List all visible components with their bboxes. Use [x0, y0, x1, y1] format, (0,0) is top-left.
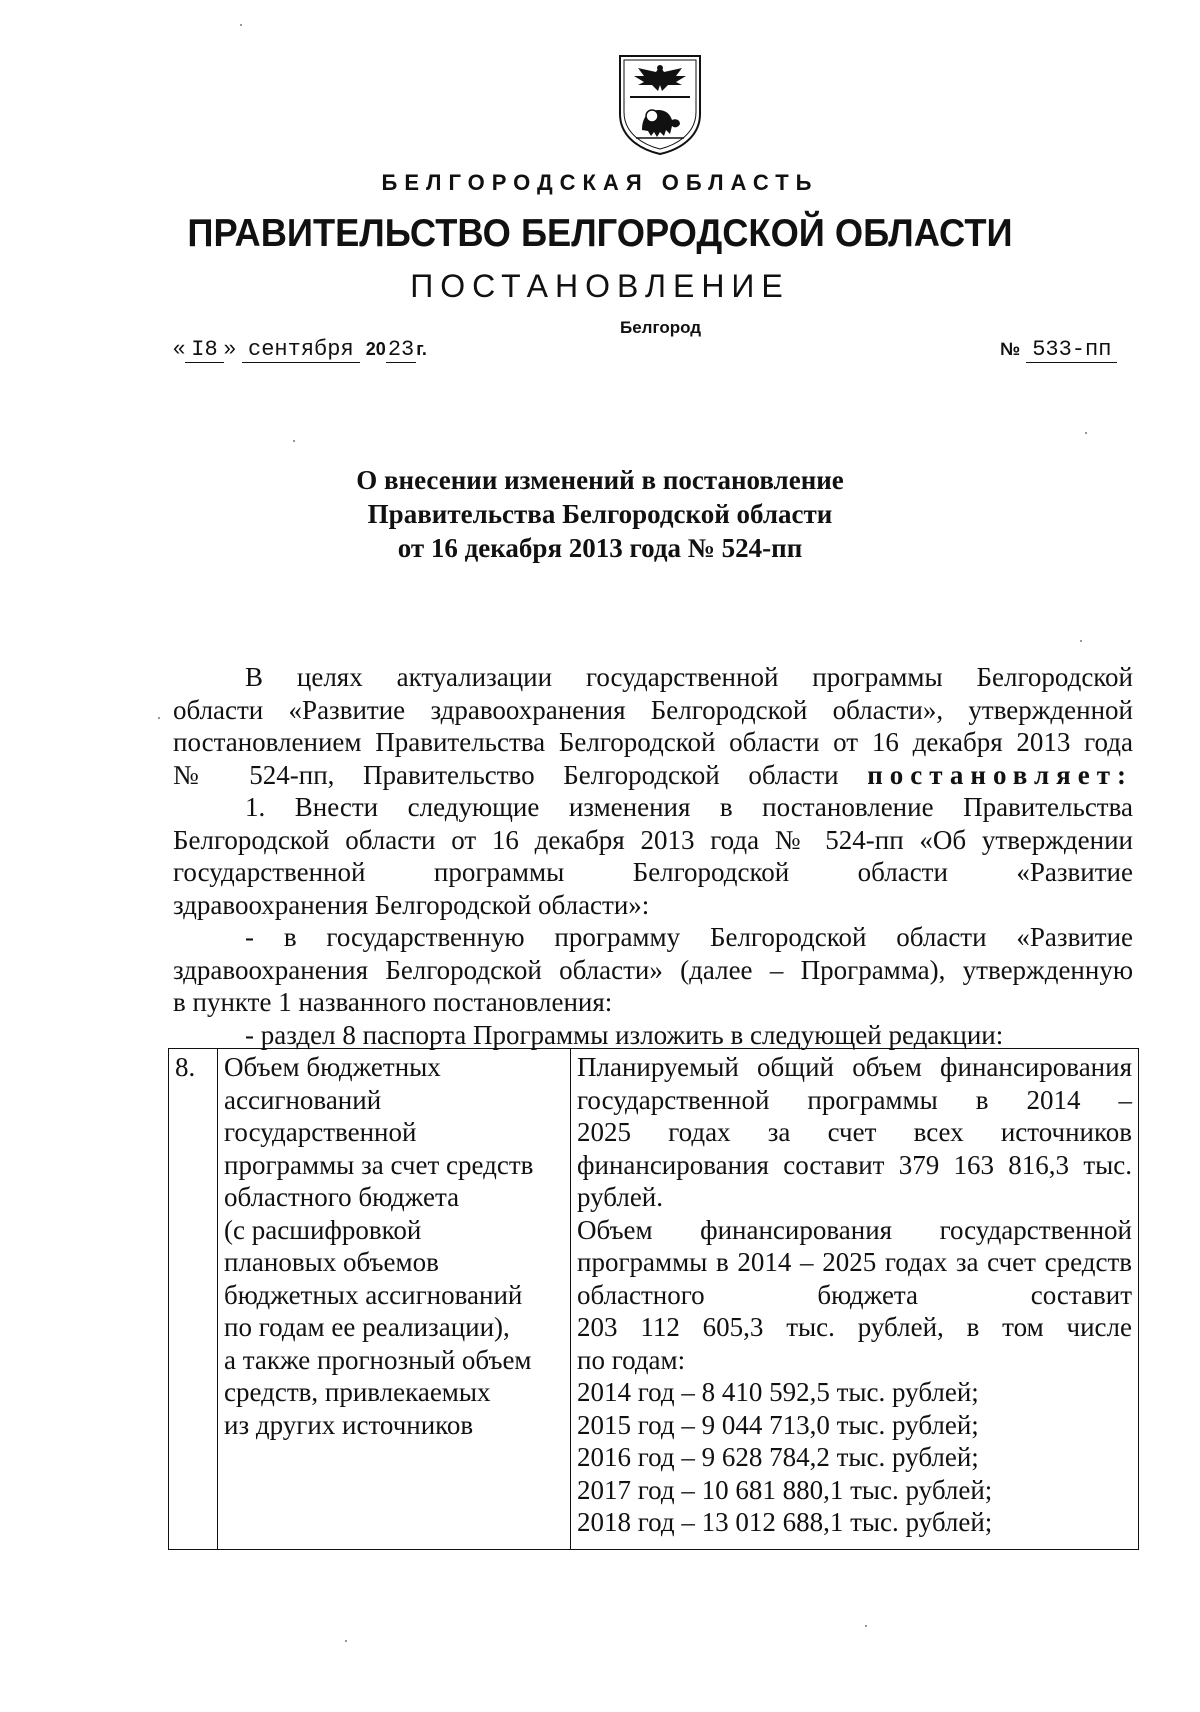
body-line: постановлением Правительства Белгородской области от 16 декабря 2013 года	[173, 727, 1133, 757]
value-cell	[571, 1049, 1139, 1550]
body-line	[173, 759, 1133, 792]
scan-speck	[240, 24, 242, 26]
date-year-unit: г.	[416, 339, 427, 359]
body-line: В целях актуализации государственной программы Белгородской	[245, 662, 1133, 692]
label-line: средств, привлекаемых	[224, 1377, 491, 1407]
body-line: 1. Внести следующие изменения в постановление Правительства	[245, 792, 1133, 822]
document-title	[0, 463, 1200, 565]
doc-type-heading: ПОСТАНОВЛЕНИЕ	[410, 268, 790, 304]
body-line: - в государственную программу Белгородской области «Развитие	[245, 922, 1133, 952]
body-line: Белгородской области от 16 декабря 2013 года № 524-пп «Об утверждении	[173, 824, 1133, 855]
value-line: по годам:	[577, 1344, 686, 1375]
value-line: финансирования составит 379 163 816,3 тыс.	[577, 1149, 1132, 1180]
region-heading: БЕЛГОРОДСКАЯ ОБЛАСТЬ	[381, 170, 819, 195]
value-line: 2018 год – 13 012 688,1 тыс. рублей;	[577, 1507, 993, 1537]
scan-speck	[293, 440, 295, 442]
date-year-suffix: 23	[387, 337, 415, 362]
coat-of-arms-emblem	[616, 52, 704, 157]
title-line-3: от 16 декабря 2013 года № 524-пп	[397, 533, 803, 563]
document-number	[1000, 335, 1117, 362]
scan-speck	[865, 1625, 867, 1627]
label-line: областного бюджета	[224, 1182, 460, 1212]
scan-speck	[158, 717, 160, 719]
label-line: из других источников	[224, 1409, 474, 1440]
scan-speck	[345, 1640, 347, 1642]
scan-speck	[1085, 432, 1087, 434]
body-line-text: № 524-пп, Правительство Белгородской области	[173, 759, 868, 790]
label-line: плановых объемов	[224, 1247, 439, 1277]
value-line: 2017 год – 10 681 880,1 тыс. рублей;	[577, 1474, 993, 1505]
value-line: программы в 2014 – 2025 годах за счет средств	[577, 1247, 1132, 1277]
number-value: 533-пп	[1026, 337, 1117, 363]
document-date	[173, 335, 427, 362]
date-close-quote: »	[223, 335, 236, 360]
scan-speck	[1080, 640, 1082, 642]
government-heading: ПРАВИТЕЛЬСТВО БЕЛГОРОДСКОЙ ОБЛАСТИ	[187, 212, 1013, 255]
date-day: I8	[185, 337, 223, 363]
resolves-word: постановляет:	[867, 759, 1133, 790]
value-line: 2025 годах за счет всех источников	[577, 1117, 1132, 1147]
label-line: (с расшифровкой	[224, 1214, 422, 1245]
label-line: государственной	[224, 1117, 417, 1147]
label-line: программы за счет средств	[224, 1149, 534, 1180]
row-number-cell: 8.	[169, 1049, 218, 1550]
title-line-1: О внесении изменений в постановление	[356, 465, 844, 495]
label-line: бюджетных ассигнований	[224, 1279, 523, 1310]
body-line: области «Развитие здравоохранения Белгородской области», утвержденной	[173, 694, 1133, 725]
label-line: ассигнований	[224, 1084, 382, 1115]
table-row	[169, 1049, 1139, 1550]
body-line: - раздел 8 паспорта Программы изложить в следующей редакции:	[245, 1019, 1004, 1050]
value-line: государственной программы в 2014 –	[577, 1084, 1132, 1115]
date-year-prefix: 20	[365, 339, 386, 359]
date-open-quote: «	[173, 335, 186, 360]
value-line: рублей.	[577, 1182, 664, 1212]
value-line: 2014 год – 8 410 592,5 тыс. рублей;	[577, 1377, 979, 1407]
value-line: областного бюджета составит	[577, 1279, 1132, 1310]
value-line: 2016 год – 9 628 784,2 тыс. рублей;	[577, 1442, 979, 1472]
title-line-2: Правительства Белгородской области	[367, 499, 833, 529]
value-line: Планируемый общий объем финансирования	[577, 1052, 1132, 1082]
date-month: сентября	[242, 337, 360, 363]
document-body	[173, 661, 1133, 1051]
label-line: а также прогнозный объем	[224, 1344, 532, 1375]
value-line: Объем финансирования государственной	[577, 1214, 1132, 1245]
label-line: по годам ее реализации),	[224, 1312, 510, 1342]
body-line: здравоохранения Белгородской области» (далее – Программа), утвержденную	[173, 954, 1133, 985]
passport-table	[168, 1048, 1139, 1550]
value-line: 2015 год – 9 044 713,0 тыс. рублей;	[577, 1409, 979, 1440]
body-line: здравоохранения Белгородской области»:	[173, 889, 650, 920]
body-line: государственной программы Белгородской области «Развитие	[173, 857, 1133, 887]
label-cell	[218, 1049, 571, 1550]
label-line: Объем бюджетных	[224, 1052, 441, 1082]
city-label: Белгород	[620, 318, 702, 337]
number-label: №	[1000, 339, 1021, 359]
body-line: в пункте 1 названного постановления:	[173, 987, 613, 1017]
value-line: 203 112 605,3 тыс. рублей, в том числе	[577, 1312, 1132, 1342]
